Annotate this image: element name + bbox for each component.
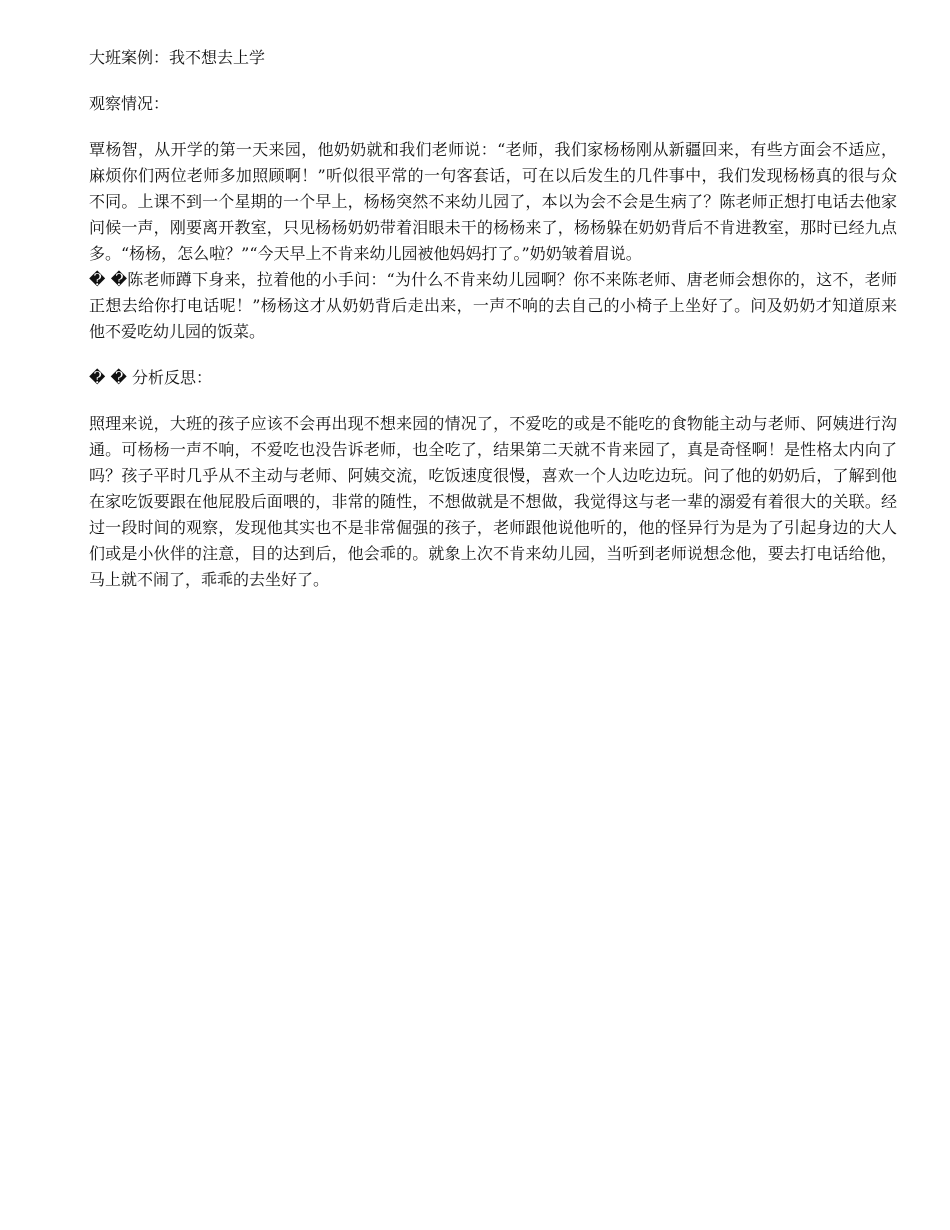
observation-heading: 观察情况： bbox=[89, 94, 170, 113]
observation-paragraph-1: 覃杨智，从开学的第一天来园，他奶奶就和我们老师说：“老师，我们家杨杨刚从新疆回来，有些方面会不适应，麻烦你们两位老师多加照顾啊！”听似很平常的一句客套话，可在以后发生的几件事中，我们发现杨杨真的很与众不同。上课不到一个星期的一个早上，杨杨突然不来幼儿园了，本以为会不会是生病了？陈老师正想打电话去他家问候一声，刚要离开教室，只见杨杨奶奶带着泪眼未干的杨杨来了，杨杨躲在奶奶背后不肯进教室，那时已经九点多。“杨杨，怎么啦？”“今天早上不肯来幼儿园被他妈妈打了。”奶奶皱着眉说。 bbox=[89, 140, 897, 263]
observation-paragraph-2: � �陈老师蹲下身来，拉着他的小手问：“为什么不肯来幼儿园啊？你不来陈老师、唐老师会想你的，这不，老师正想去给你打电话呢！”杨杨这才从奶奶背后走出来，一声不响的去自己的小椅子上坐好了。问及奶奶才知道原来他不爱吃幼儿园的饭菜。 bbox=[89, 270, 897, 341]
document-page bbox=[89, 45, 897, 593]
analysis-heading: � � 分析反思： bbox=[89, 368, 212, 387]
document-title: 大班案例：我不想去上学 bbox=[89, 48, 266, 67]
analysis-paragraph: 照理来说，大班的孩子应该不会再出现不想来园的情况了，不爱吃的或是不能吃的食物能主动与老师、阿姨进行沟通。可杨杨一声不响，不爱吃也没告诉老师，也全吃了，结果第二天就不肯来园了，真是奇怪啊！是性格太内向了吗？孩子平时几乎从不主动与老师、阿姨交流，吃饭速度很慢，喜欢一个人边吃边玩。问了他的奶奶后，了解到他在家吃饭要跟在他屁股后面喂的，非常的随性，不想做就是不想做，我觉得这与老一辈的溺爱有着很大的关联。经过一段时间的观察，发现他其实也不是非常倔强的孩子，老师跟他说他听的，他的怪异行为是为了引起身边的大人们或是小伙伴的注意，目的达到后，他会乖的。就象上次不肯来幼儿园，当听到老师说想念他，要去打电话给他，马上就不闹了，乖乖的去坐好了。 bbox=[89, 414, 897, 589]
